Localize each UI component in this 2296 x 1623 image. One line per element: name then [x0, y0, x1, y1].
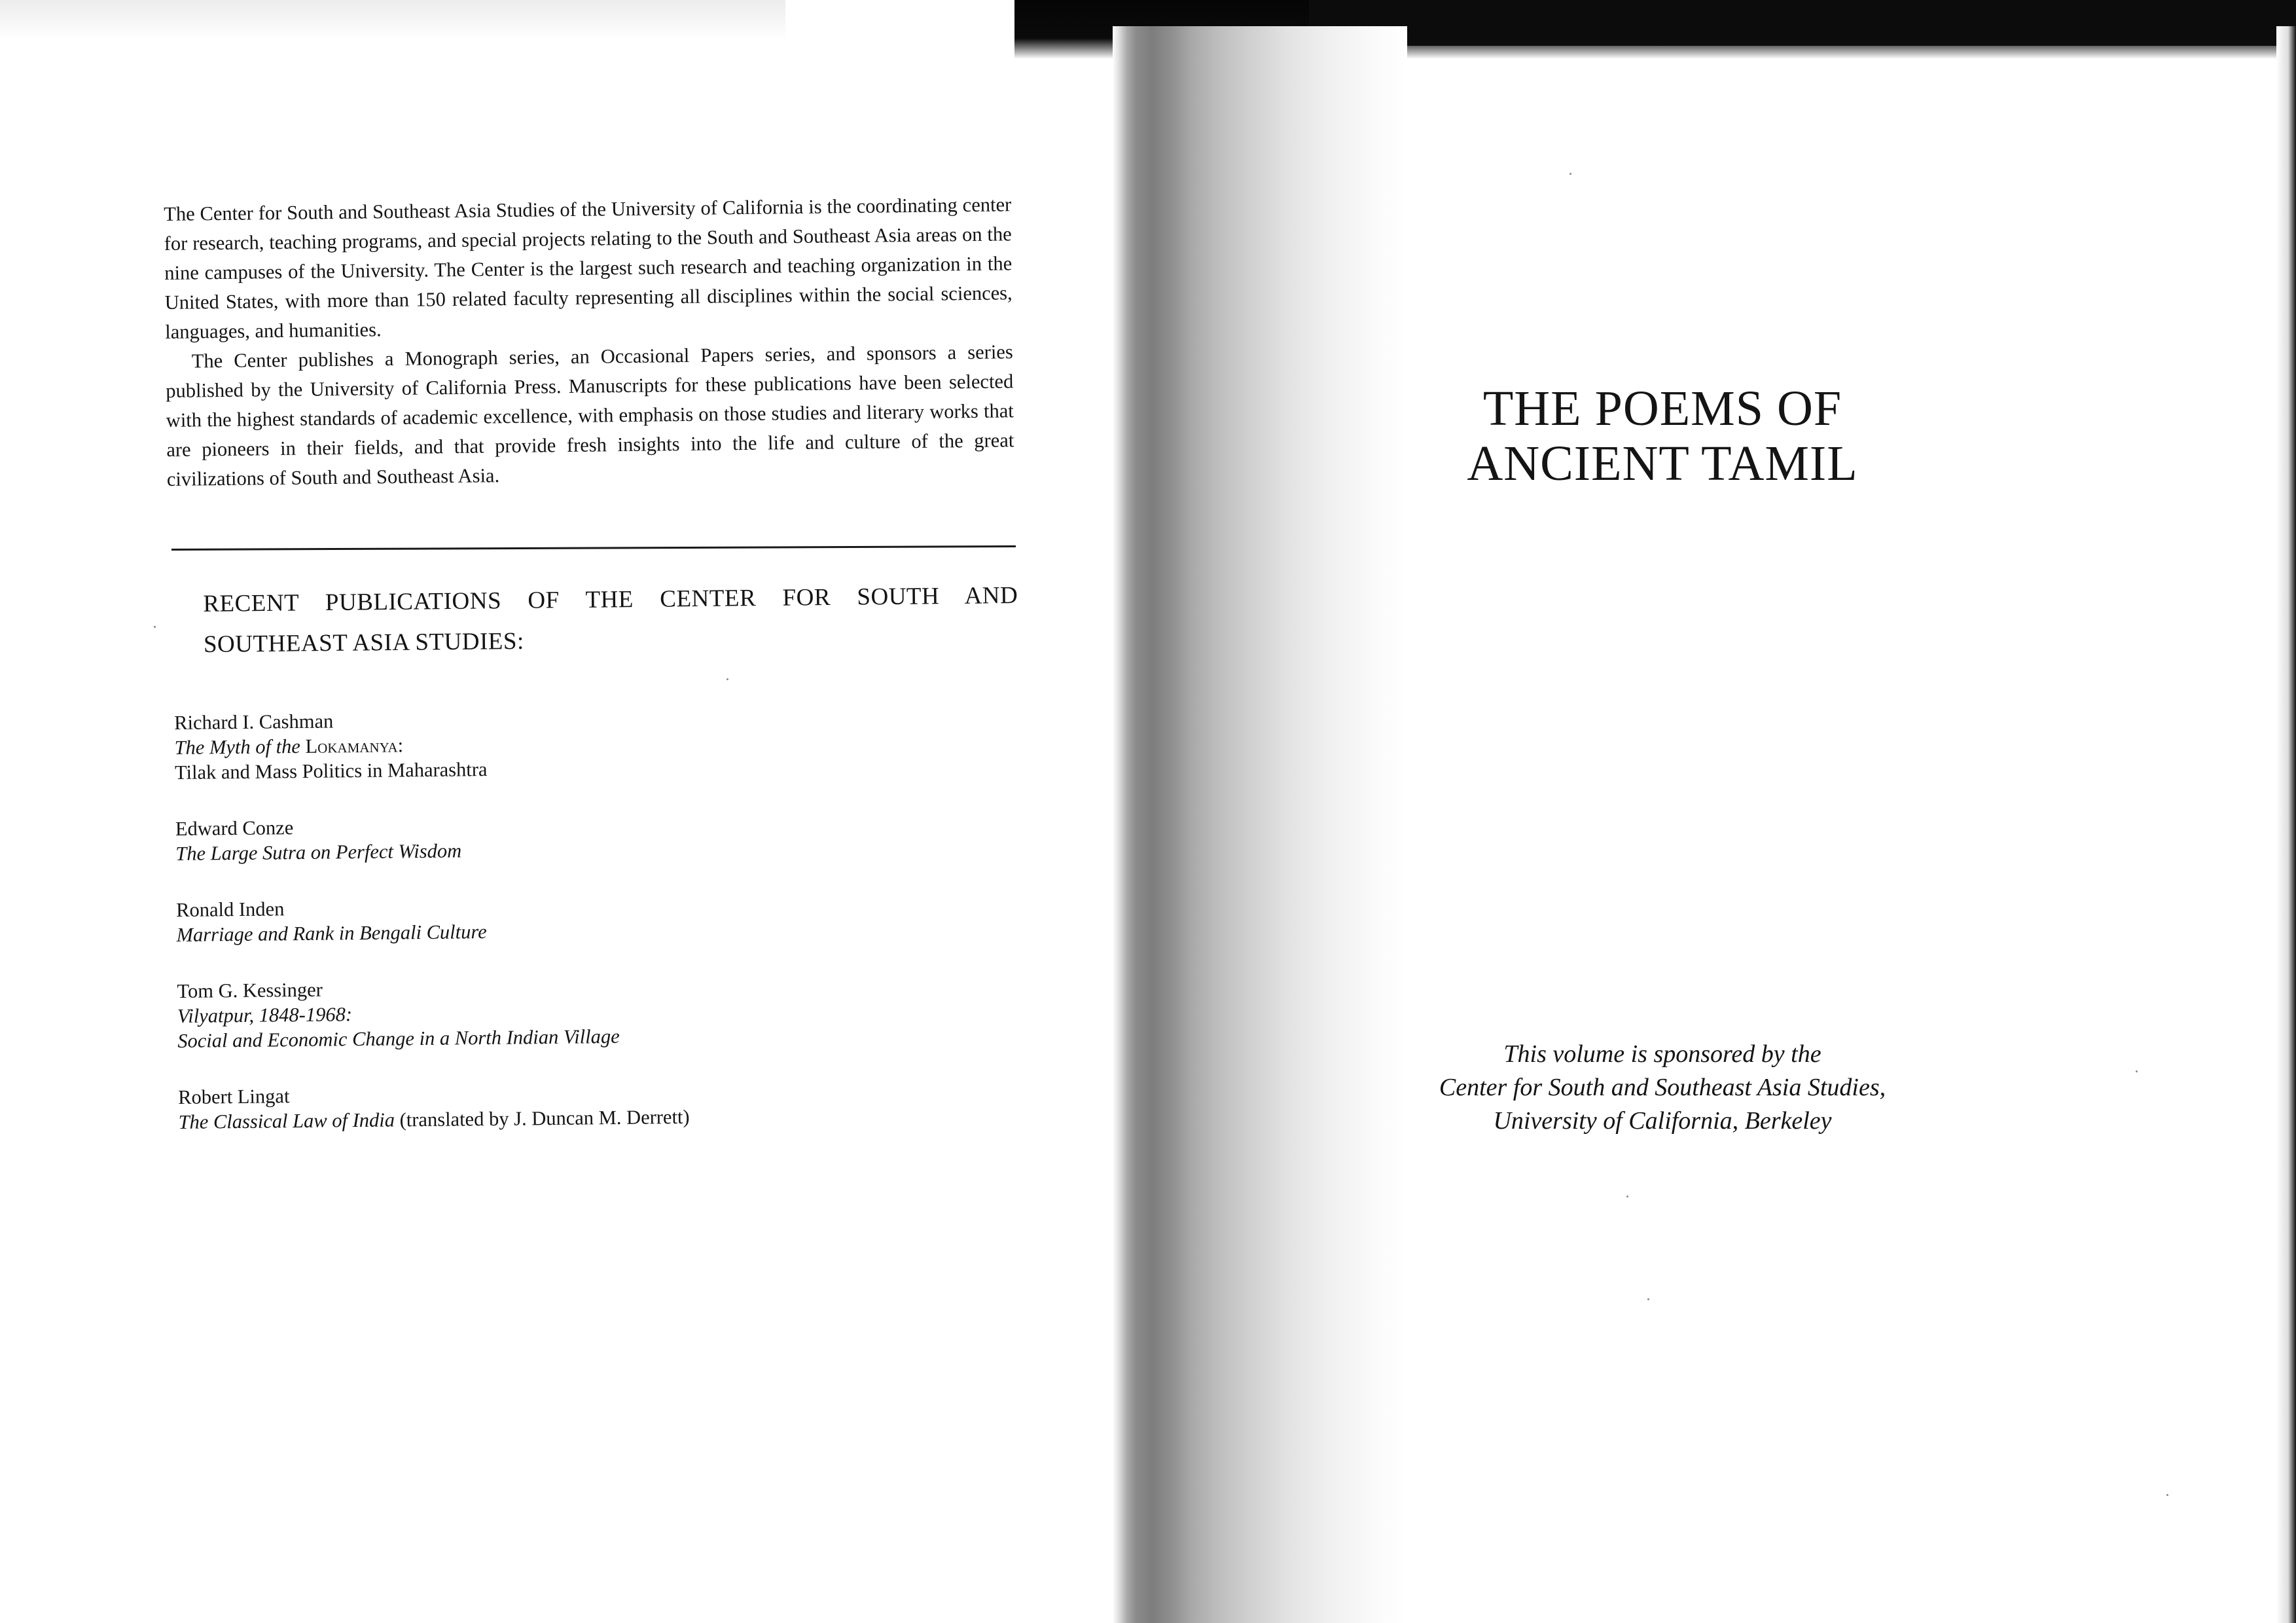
scan-speck	[2166, 1494, 2168, 1496]
sponsor-line-1: This volume is sponsored by the	[1503, 1040, 1821, 1068]
intro-paragraph-2: The Center publishes a Monograph series, an Occasional Papers series, and sponsors a series published by the University of California Press. Manuscripts for these publications have been selected with the highest standards of academic excellence, with emphasis on those studies and literary works that are pioneers in their fields, and that provide fresh insights into the life and culture of the great civilizations of South and Southeast Asia.	[166, 340, 1014, 490]
publication-kessinger	[177, 971, 930, 1053]
publication-author: Robert Lingat	[178, 1085, 290, 1108]
scan-speck	[1570, 173, 1571, 175]
title-suffix: :	[397, 734, 404, 757]
book-title	[1374, 381, 1950, 491]
scan-speck	[1647, 1298, 1649, 1300]
publication-author: Ronald Inden	[176, 898, 285, 921]
translation-note: (translated by J. Duncan M. Derrett)	[394, 1105, 690, 1131]
section-divider	[171, 545, 1016, 551]
publication-author: Richard I. Cashman	[174, 710, 334, 734]
title-prefix: The Myth of the	[174, 735, 306, 759]
publication-conze	[175, 809, 929, 866]
sponsor-line-2: Center for South and Southeast Asia Studies,	[1439, 1074, 1886, 1101]
left-page	[0, 0, 1113, 1623]
scan-speck	[2136, 1070, 2138, 1072]
title-line-2: ANCIENT TAMIL	[1467, 436, 1858, 491]
publication-author: Edward Conze	[175, 816, 294, 840]
publications-list	[174, 702, 931, 1166]
sponsor-line-3: University of California, Berkeley	[1493, 1107, 1832, 1135]
publication-subtitle: Tilak and Mass Politics in Maharashtra	[174, 757, 488, 784]
publication-inden	[176, 890, 929, 947]
scan-top-shadow-right	[1309, 0, 2296, 46]
book-spine-gutter	[1113, 26, 1407, 1623]
publication-title: Vilyatpur, 1848-1968:	[177, 1003, 353, 1027]
sponsor-note	[1361, 1038, 1964, 1138]
publication-title: Marriage and Rank in Bengali Culture	[176, 921, 487, 946]
publication-author: Tom G. Kessinger	[177, 978, 323, 1002]
publication-lingat	[178, 1077, 931, 1135]
publication-cashman	[174, 702, 927, 785]
scan-right-edge	[2276, 26, 2296, 1623]
scan-speck	[726, 678, 728, 680]
scan-speck	[154, 626, 156, 628]
title-line-1: THE POEMS OF	[1482, 381, 1842, 436]
title-smallcaps: Lokamanya	[305, 734, 398, 757]
scan-speck	[1626, 1195, 1628, 1197]
title-text: The Classical Law of India	[178, 1108, 395, 1133]
intro-paragraph-1: The Center for South and Southeast Asia Studies of the University of California is the coordinating center for research, teaching programs, and special projects relating to the South and Southeast Asia areas on the nine campuses of the University. The Center is the largest such research and teaching organization in the United States, with more than 150 related faculty representing all disciplines within the social sciences, languages, and humanities.	[164, 193, 1013, 343]
center-description	[164, 190, 1014, 494]
publication-title: The Large Sutra on Perfect Wisdom	[175, 839, 462, 865]
publication-subtitle: Social and Economic Change in a North Indian Village	[177, 1025, 620, 1052]
recent-publications-heading: RECENT PUBLICATIONS OF THE CENTER FOR SOUTH AND SOUTHEAST ASIA STUDIES:	[203, 581, 1018, 658]
